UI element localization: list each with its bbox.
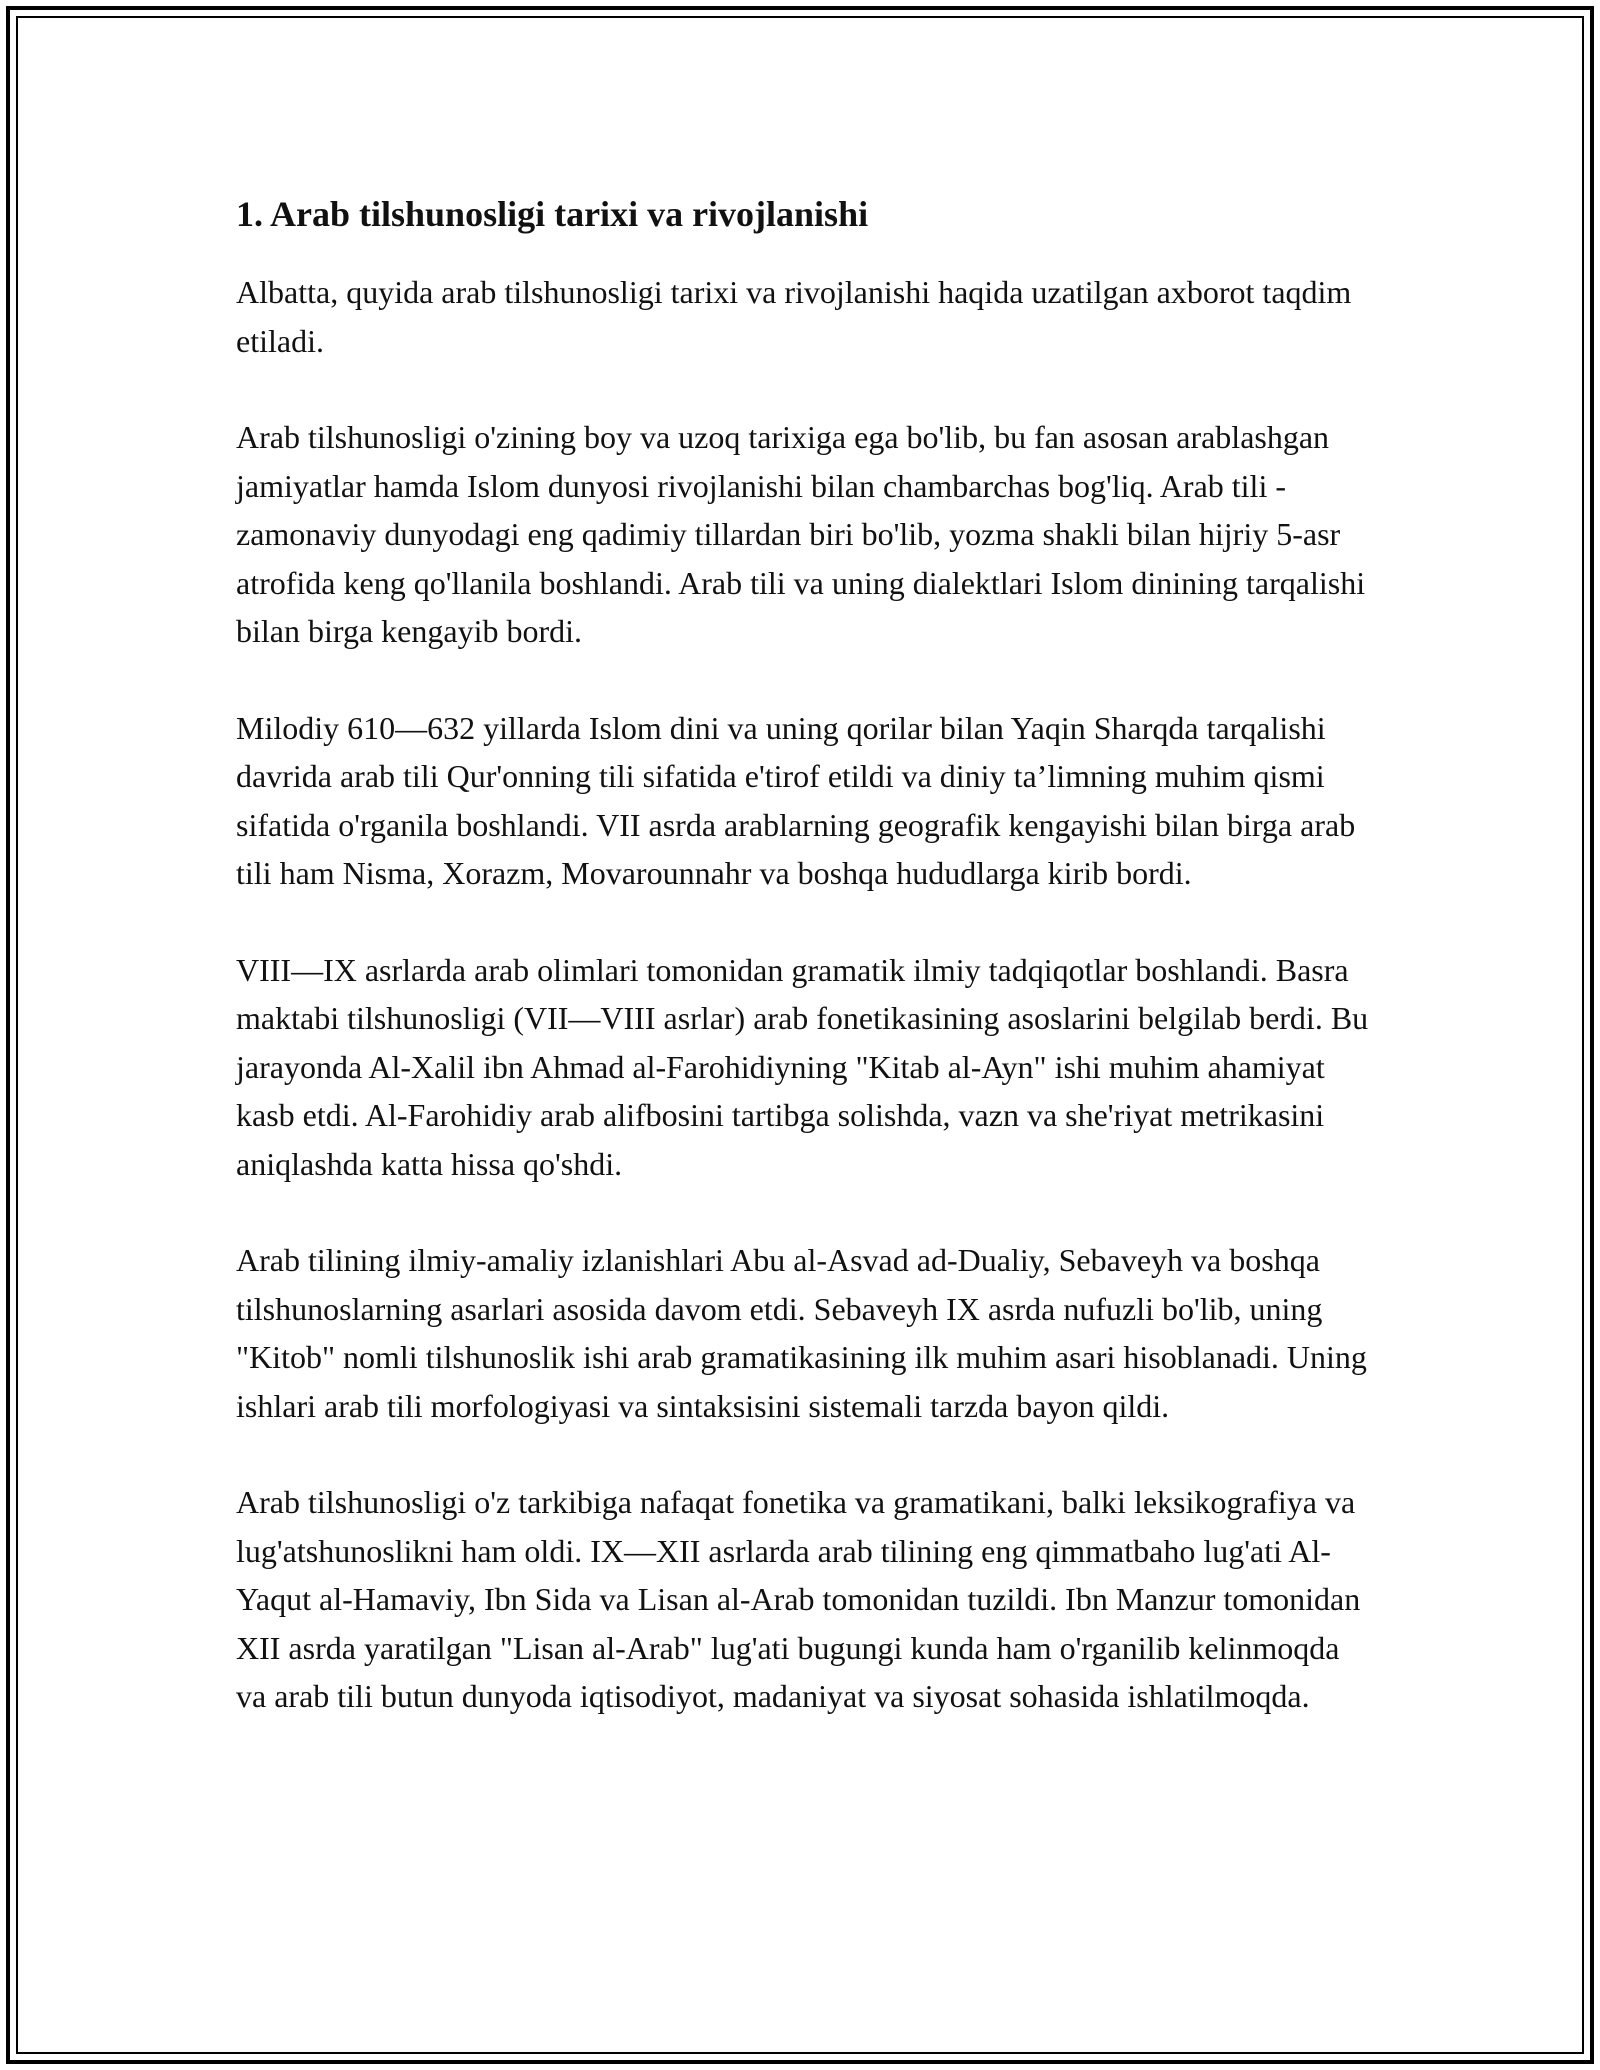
paragraph-history-overview: Arab tilshunosligi o'zining boy va uzoq tarixiga ega bo'lib, bu fan asosan arablashgan jamiyatlar hamda Islom dunyosi rivojlanishi bilan chambarchas bog'liq. Arab tili - zamonaviy dunyodagi eng qadimiy tillardan biri bo'lib, yozma shakli bilan hijriy 5-asr atrofida keng qo'llanila boshlandi. Arab tili va uning dialektlari Islom dinining tarqalishi bilan birga kengayib bordi. bbox=[236, 419, 1366, 649]
paragraph-sebaveyh: Arab tilining ilmiy-amaliy izlanishlari Abu al-Asvad ad-Dualiy, Sebaveyh va boshqa tilshunoslarning asarlari asosida davom etdi. Sebaveyh IX asrda nufuzli bo'lib, uning "Kitob" nomli tilshunoslik ishi arab gramatikasining ilk muhim asari hisoblanadi. Uning ishlari arab tili morfologiyasi va sintaksisini sistemali tarzda bayon qildi. bbox=[236, 1242, 1367, 1424]
section-heading: 1. Arab tilshunosligi tarixi va rivojlanishi bbox=[236, 194, 869, 234]
paragraph-intro: Albatta, quyida arab tilshunosligi tarixi va rivojlanishi haqida uzatilgan axborot taqdim etiladi. bbox=[236, 274, 1352, 359]
paragraph-islam-spread: Milodiy 610—632 yillarda Islom dini va uning qorilar bilan Yaqin Sharqda tarqalishi davrida arab tili Qur'onning tili sifatida e'tirof etildi va diniy ta’limning muhim qismi sifatida o'rganila boshlandi. VII asrda arablarning geografik kengayishi bilan birga arab tili ham Nisma, Xorazm, Movarounnahr va boshqa hududlarga kirib bordi. bbox=[236, 709, 1356, 891]
paragraph-grammar-research: VIII—IX asrlarda arab olimlari tomonidan gramatik ilmiy tadqiqotlar boshlandi. Basra maktabi tilshunosligi (VII—VIII asrlar) arab fonetikasining asoslarini belgilab berdi. Bu jarayonda Al-Xalil ibn Ahmad al-Farohidiyning "Kitab al-Ayn" ishi muhim ahamiyat kasb etdi. Al-Farohidiy arab alifbosini tartibga solishda, vazn va she'riyat metrikasini aniqlashda katta hissa qo'shdi. bbox=[236, 951, 1369, 1182]
paragraph-lexicography: Arab tilshunosligi o'z tarkibiga nafaqat fonetika va gramatikani, balki leksikografiya va lug'atshunoslikni ham oldi. IX—XII asrlarda arab tilining eng qimmatbaho lug'ati Al-Yaqut al-Hamaviy, Ibn Sida va Lisan al-Arab tomonidan tuzildi. Ibn Manzur tomonidan XII asrda yaratilgan "Lisan al-Arab" lug'ati bugungi kunda ham o'rganilib kelinmoqda va arab tili butun dunyoda iqtisodiyot, madaniyat va siyosat sohasida ishlatilmoqda. bbox=[236, 1484, 1361, 1714]
document-body bbox=[236, 188, 1376, 1769]
